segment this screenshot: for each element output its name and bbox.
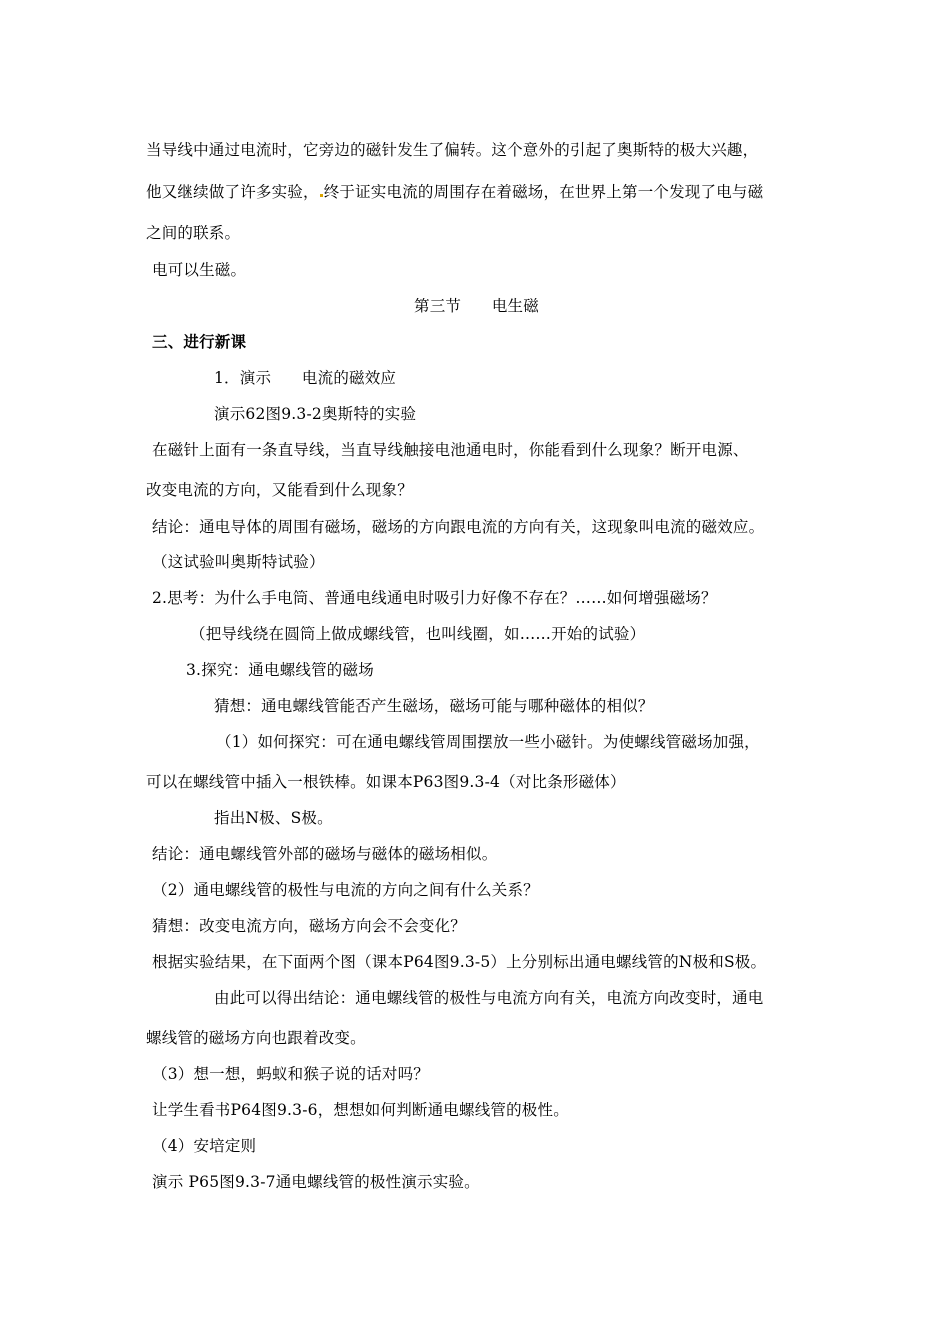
- body-line: 指出N极、S极。: [214, 809, 333, 827]
- body-line: 猜想：通电螺线管能否产生磁场，磁场可能与哪种磁体的相似？: [214, 697, 654, 715]
- paragraph-line: 之间的联系。: [146, 224, 241, 242]
- body-line: （2）通电螺线管的极性与电流的方向之间有什么关系？: [152, 881, 539, 899]
- body-line: 在磁针上面有一条直导线，当直导线触接电池通电时，你能看到什么现象？断开电源、: [152, 441, 749, 459]
- body-line: 2.思考：为什么手电筒、普通电线通电时吸引力好像不存在？……如何增强磁场？: [152, 589, 717, 607]
- paragraph-line: 电可以生磁。: [152, 261, 247, 279]
- paragraph-line: [146, 182, 763, 202]
- body-line: （4）安培定则: [152, 1137, 257, 1155]
- body-line: 演示 P65图9.3-7通电螺线管的极性演示实验。: [152, 1173, 480, 1191]
- body-line: 螺线管的磁场方向也跟着改变。: [146, 1029, 366, 1047]
- body-line: （3）想一想，蚂蚁和猴子说的话对吗？: [152, 1065, 429, 1083]
- paragraph-line: 当导线中通过电流时，它旁边的磁针发生了偏转。这个意外的引起了奥斯特的极大兴趣，: [146, 141, 759, 159]
- body-line: （1）如何探究：可在通电螺线管周围摆放一些小磁针。为使螺线管磁场加强，: [216, 733, 760, 751]
- body-line: 结论：通电导体的周围有磁场，磁场的方向跟电流的方向有关，这现象叫电流的磁效应。: [152, 518, 765, 536]
- body-line: 演示62图9.3-2奥斯特的实验: [214, 405, 417, 423]
- body-line: （把导线绕在圆筒上做成螺线管，也叫线圈，如……开始的试验）: [190, 625, 646, 643]
- text-segment: 他又继续做了许多实验，: [146, 183, 319, 201]
- section-title: 第三节 电生磁: [414, 297, 539, 315]
- body-line: 猜想：改变电流方向，磁场方向会不会变化？: [152, 917, 467, 935]
- body-line: 让学生看书P64图9.3-6，想想如何判断通电螺线管的极性。: [152, 1101, 569, 1119]
- text-segment: 终于证实电流的周围存在着磁场，在世界上第一个发现了电与磁: [323, 183, 764, 201]
- stray-mark: [320, 194, 323, 197]
- body-line: 1．演示 电流的磁效应: [214, 369, 397, 387]
- body-line: 结论：通电螺线管外部的磁场与磁体的磁场相似。: [152, 845, 498, 863]
- body-line: （这试验叫奥斯特试验）: [152, 553, 325, 571]
- body-line: 根据实验结果，在下面两个图（课本P64图9.3-5）上分别标出通电螺线管的N极和S极。: [152, 953, 767, 971]
- body-line: 3.探究：通电螺线管的磁场: [186, 661, 374, 679]
- section-heading: 三、进行新课: [152, 333, 247, 351]
- body-line: 改变电流的方向，又能看到什么现象？: [146, 481, 413, 499]
- body-line: 由此可以得出结论：通电螺线管的极性与电流方向有关，电流方向改变时，通电: [214, 989, 764, 1007]
- body-line: 可以在螺线管中插入一根铁棒。如课本P63图9.3-4（对比条形磁体）: [146, 773, 626, 791]
